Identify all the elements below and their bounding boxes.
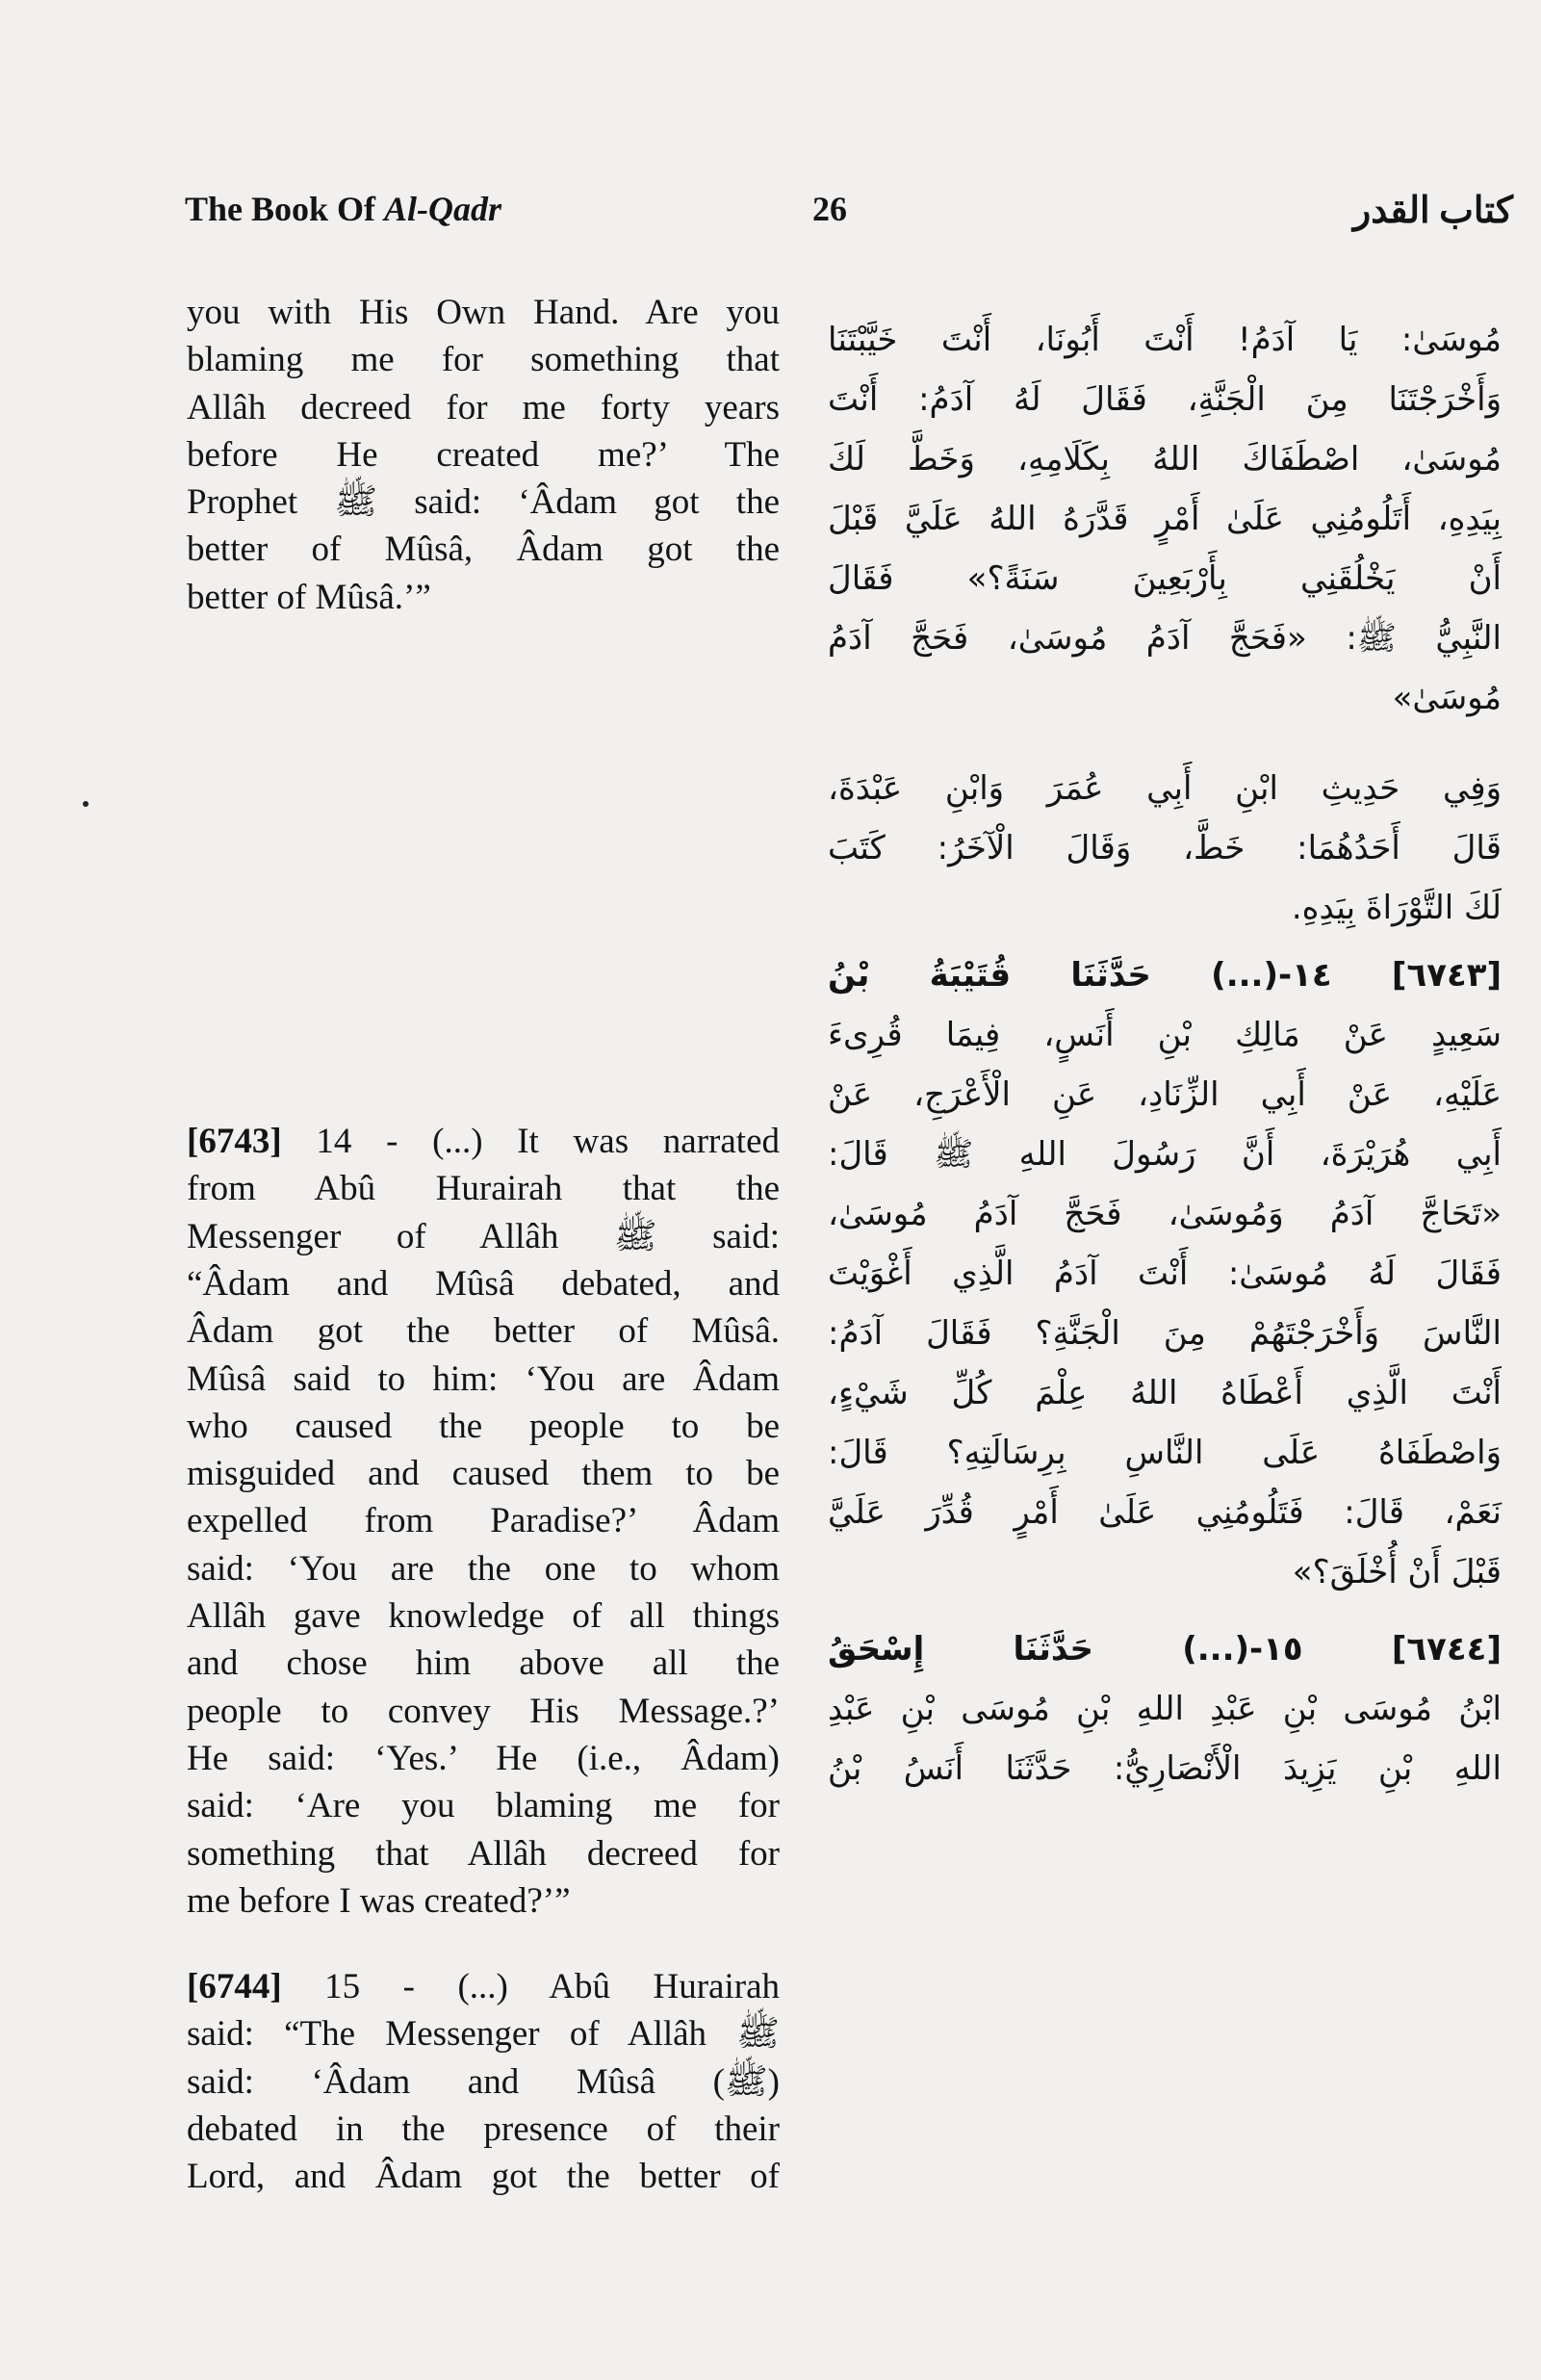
text-line — [187, 1118, 780, 1165]
text-line: from Abû Hurairah that the — [187, 1169, 780, 1209]
text-line: Allâh decreed for me forty years — [187, 387, 780, 427]
text-line: “Âdam and Mûsâ debated, and — [187, 1263, 780, 1304]
text-line: said: ‘Âdam and Mûsâ (ﷺ) — [187, 2061, 780, 2102]
text-line: and chose him above all the — [187, 1643, 780, 1684]
text-line: expelled from Paradise?’ Âdam — [187, 1501, 780, 1541]
text-line: وَأَخْرَجْتَنَا مِنَ الْجَنَّةِ، فَقَالَ لَهُ آدَمُ: أَنْتَ — [828, 380, 1502, 419]
arabic-paragraph-6743 — [828, 945, 1502, 1602]
hadith-intro: 15 - (...) Abû Hurairah — [281, 1967, 780, 2007]
book-title-arabic: كتاب القدر — [1352, 191, 1513, 231]
arabic-paragraph-1 — [828, 310, 1502, 728]
text-line: نَعَمْ، قَالَ: فَتَلُومُنِي عَلَىٰ أَمْرٍ قُدِّرَ عَلَيَّ — [828, 1493, 1502, 1532]
text-line: وَفِي حَدِيثِ ابْنِ أَبِي عُمَرَ وَابْنِ عَبْدَةَ، — [828, 769, 1502, 808]
text-line: مُوسَىٰ» — [1392, 679, 1502, 717]
book-title-plain: The Book Of — [185, 190, 385, 228]
text-line: blaming me for something that — [187, 340, 780, 380]
arabic-paragraph-6744 — [828, 1619, 1502, 1798]
text-line: عَلَيْهِ، عَنْ أَبِي الزِّنَادِ، عَنِ الْأَعْرَجِ، عَنْ — [828, 1075, 1502, 1114]
text-line: better of Mûsâ.’” — [187, 577, 431, 617]
text-line: سَعِيدٍ عَنْ مَالِكِ بْنِ أَنَسٍ، فِيمَا قُرِىءَ — [828, 1016, 1502, 1054]
english-paragraph-6744 — [187, 1963, 780, 2200]
text-line: وَاصْطَفَاهُ عَلَى النَّاسِ بِرِسَالَتِهِ؟ قَالَ: — [828, 1434, 1502, 1472]
english-paragraph-1 — [187, 289, 780, 621]
text-line: before He created me?’ The — [187, 434, 780, 475]
text-line — [187, 1963, 780, 2010]
page-number: 26 — [812, 190, 847, 228]
text-line: قَالَ أَحَدُهُمَا: خَطَّ، وَقَالَ الْآخَرُ: كَتَبَ — [828, 829, 1502, 867]
text-line: النَّاسَ وَأَخْرَجْتَهُمْ مِنَ الْجَنَّةِ؟ فَقَالَ آدَمُ: — [828, 1314, 1502, 1353]
text-line: «تَحَاجَّ آدَمُ وَمُوسَىٰ، فَحَجَّ آدَمُ مُوسَىٰ، — [828, 1195, 1502, 1233]
text-line: لَكَ التَّوْرَاةَ بِيَدِهِ. — [1291, 889, 1502, 927]
hadith-number: [6743] — [187, 1122, 282, 1162]
hadith-heading: [٦٧٤٣] ١٤-(...) حَدَّثَنَا قُتَيْبَةُ بْنُ — [828, 956, 1502, 995]
text-line: أَنْ يَخْلُقَنِي بِأَرْبَعِينَ سَنَةً؟» فَقَالَ — [828, 559, 1502, 598]
margin-dot — [83, 801, 89, 807]
english-paragraph-6743 — [187, 1118, 780, 1925]
text-line: Allâh gave knowledge of all things — [187, 1596, 780, 1637]
text-line: misguided and caused them to be — [187, 1454, 780, 1494]
hadith-heading: [٦٧٤٤] ١٥-(...) حَدَّثَنَا إِسْحَقُ — [828, 1630, 1502, 1669]
text-line: النَّبِيُّ ﷺ: «فَحَجَّ آدَمُ مُوسَىٰ، فَحَجَّ آدَمُ — [828, 619, 1502, 658]
text-line: He said: ‘Yes.’ He (i.e., Âdam) — [187, 1738, 780, 1778]
text-line: said: ‘Are you blaming me for — [187, 1786, 780, 1826]
text-line: said: “The Messenger of Allâh ﷺ — [187, 2014, 780, 2055]
text-line: me before I was created?’” — [187, 1880, 571, 1921]
text-line: ابْنُ مُوسَى بْنِ عَبْدِ اللهِ بْنِ مُوسَى بْنِ عَبْدِ — [828, 1690, 1502, 1728]
text-line: you with His Own Hand. Are you — [187, 293, 780, 332]
text-line: Prophet ﷺ said: ‘Âdam got the — [187, 482, 781, 523]
text-line: Âdam got the better of Mûsâ. — [187, 1311, 780, 1352]
text-line: said: ‘You are the one to whom — [187, 1548, 780, 1589]
text-line: people to convey His Message.?’ — [187, 1691, 780, 1731]
text-line: Messenger of Allâh ﷺ said: — [187, 1216, 780, 1256]
arabic-column — [828, 289, 1502, 1798]
text-line: مُوسَىٰ، اصْطَفَاكَ اللهُ بِكَلَامِهِ، وَخَطَّ لَكَ — [828, 440, 1502, 479]
text-line: something that Allâh decreed for — [187, 1833, 780, 1874]
text-line: مُوسَىٰ: يَا آدَمُ! أَنْتَ أَبُونَا، أَنْتَ خَيَّبْتَنَا — [828, 321, 1502, 359]
book-title-english — [185, 189, 501, 229]
text-line: قَبْلَ أَنْ أُخْلَقَ؟» — [1292, 1553, 1502, 1591]
text-line: فَقَالَ لَهُ مُوسَىٰ: أَنْتَ آدَمُ الَّذِي أَغْوَيْتَ — [828, 1255, 1502, 1293]
text-line: اللهِ بْنِ يَزِيدَ الْأَنْصَارِيُّ: حَدَّثَنَا أَنَسُ بْنُ — [828, 1749, 1502, 1788]
text-line: Mûsâ said to him: ‘You are Âdam — [187, 1358, 780, 1399]
english-column — [187, 289, 780, 2201]
text-line: debated in the presence of their — [187, 2109, 780, 2150]
text-line: بِيَدِهِ، أَتَلُومُنِي عَلَىٰ أَمْرٍ قَدَّرَهُ اللهُ عَلَيَّ قَبْلَ — [828, 500, 1502, 538]
text-line: Lord, and Âdam got the better of — [187, 2157, 780, 2197]
hadith-number: [6744] — [187, 1967, 282, 2007]
hadith-intro: 14 - (...) It was narrated — [281, 1122, 780, 1162]
text-line: أَبِي هُرَيْرَةَ، أَنَّ رَسُولَ اللهِ ﷺ قَالَ: — [828, 1135, 1502, 1174]
arabic-paragraph-2 — [828, 759, 1502, 938]
book-title-italic: Al-Qadr — [384, 190, 502, 228]
text-line: who caused the people to be — [187, 1406, 780, 1446]
page-header — [185, 189, 1523, 246]
text-line: أَنْتَ الَّذِي أَعْطَاهُ اللهُ عِلْمَ كُلِّ شَيْءٍ، — [828, 1374, 1502, 1412]
text-line: better of Mûsâ, Âdam got the — [187, 530, 780, 570]
